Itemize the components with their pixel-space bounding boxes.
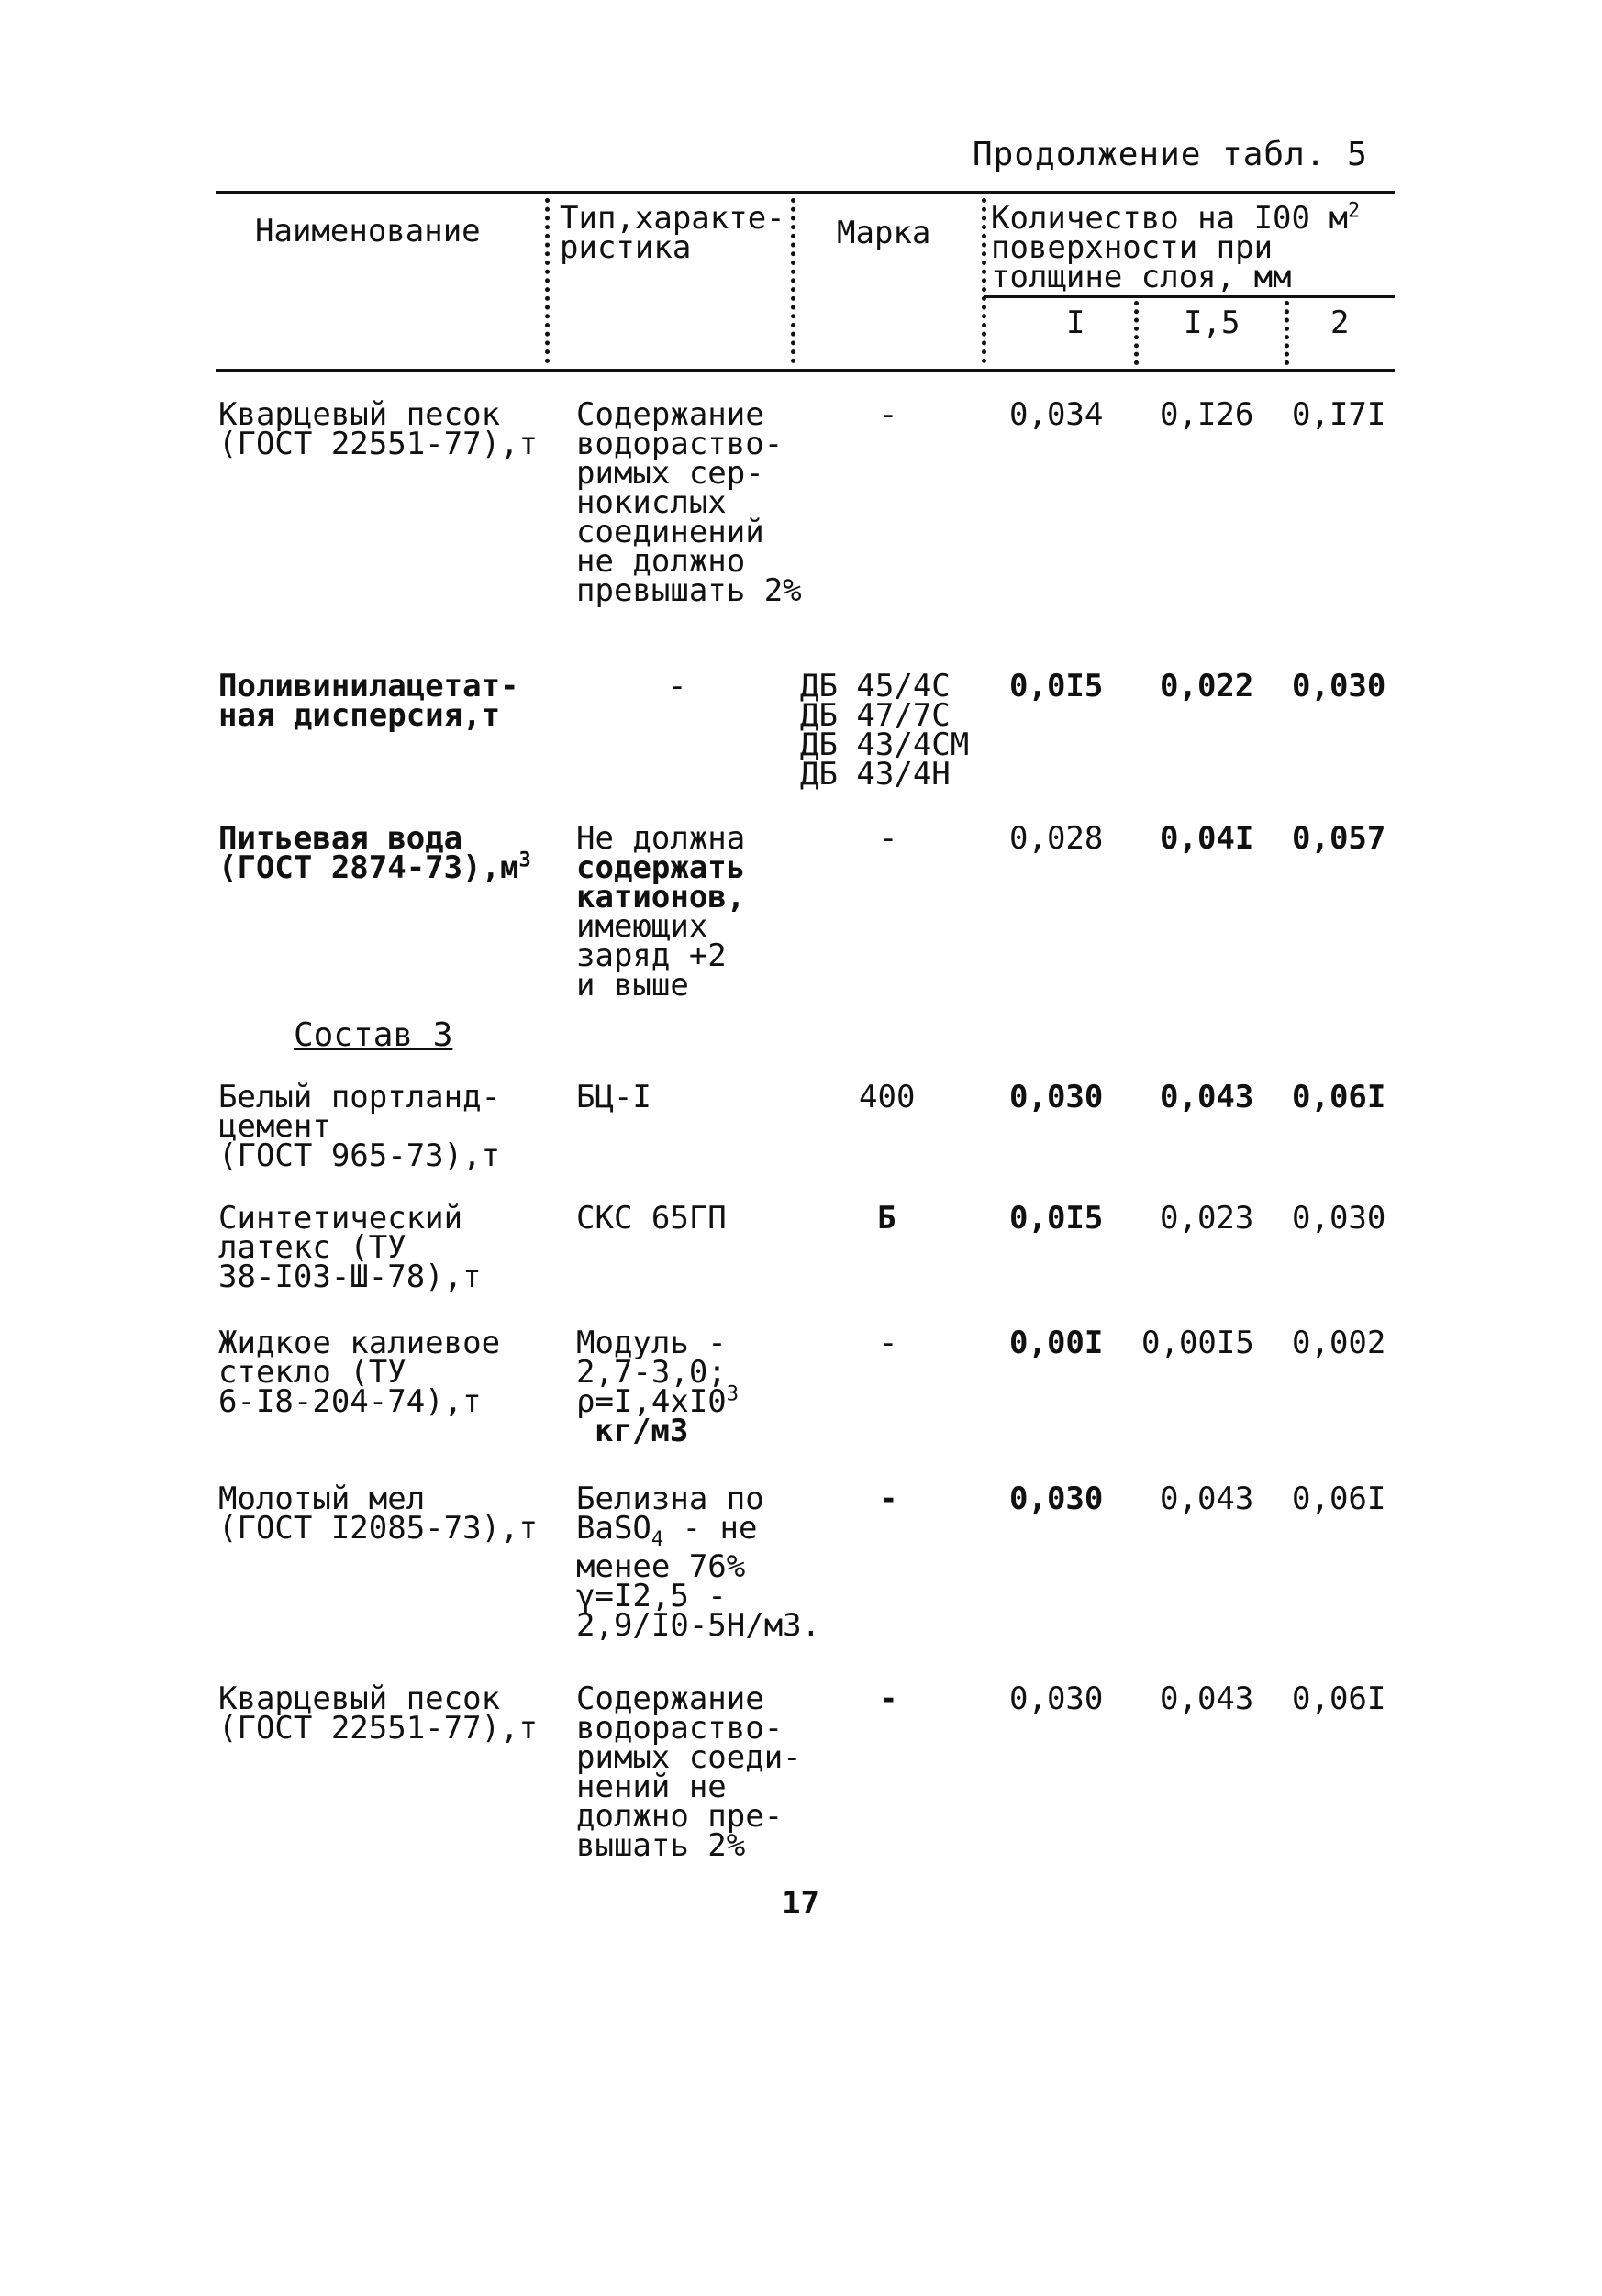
row-qty-1-5: 0,043 xyxy=(1160,1481,1254,1517)
row-name-line: (ГОСТ $2874-73),м^3$ xyxy=(218,849,531,886)
row-qty-2: 0,002 xyxy=(1292,1325,1386,1361)
row-type-line: имеющих xyxy=(576,908,708,945)
column-separator xyxy=(791,198,795,363)
row-qty-2: 0,06I xyxy=(1292,1481,1386,1517)
row-qty-1-5: 0,04I xyxy=(1160,820,1254,857)
row-qty-2: 0,030 xyxy=(1292,1200,1386,1237)
row-qty-2: 0,I7I xyxy=(1292,396,1386,433)
row-qty-1: 0,0I5 xyxy=(1009,1200,1104,1237)
row-qty-1-5: 0,043 xyxy=(1160,1680,1254,1717)
row-name-line: (ГОСТ 22551-77),т xyxy=(218,1710,538,1747)
row-qty-2: 0,030 xyxy=(1292,668,1386,704)
row-name-line: Питьевая вода xyxy=(218,820,463,857)
row-type-line: менее 76% xyxy=(576,1548,746,1585)
column-separator xyxy=(545,198,550,363)
header-type-line1: Тип,характе- xyxy=(560,200,785,237)
row-type-line: нокислых xyxy=(576,484,727,521)
row-type-line: Содержание xyxy=(576,1680,764,1717)
row-qty-1: 0,0I5 xyxy=(1009,668,1104,704)
table-caption: Продолжение табл. 5 xyxy=(973,136,1368,173)
row-type-line: γ=I2,5 - xyxy=(576,1578,727,1614)
row-name-line: (ГОСТ 22551-77),т xyxy=(218,426,538,462)
header-type-line2: ристика xyxy=(560,229,692,266)
table-header-bottom-rule xyxy=(216,369,1395,372)
table-top-rule xyxy=(216,191,1395,194)
row-mark-line: ДБ 47/7С xyxy=(800,697,951,734)
header-thickness-1-5: I,5 xyxy=(1184,305,1240,341)
row-type-line: 2,7-3,0; xyxy=(576,1354,727,1391)
row-mark: - xyxy=(879,1680,898,1717)
row-type-line: соединений xyxy=(576,514,764,550)
row-name-line: 6-I8-204-74),т xyxy=(218,1383,482,1420)
row-qty-2: 0,057 xyxy=(1292,820,1386,857)
row-name-line: Белый портланд- xyxy=(218,1079,501,1115)
row-type-line: катионов, xyxy=(576,879,746,915)
row-name-line: стекло (ТУ xyxy=(218,1354,406,1391)
row-type-line: не должно xyxy=(576,543,746,580)
row-qty-1: 0,00I xyxy=(1009,1325,1104,1361)
row-qty-1: 0,028 xyxy=(1009,820,1104,857)
row-type-line: превышать 2% xyxy=(576,572,802,609)
row-type-line: BaSO$_4$ - не xyxy=(576,1510,758,1551)
header-quantity-line1: Количество на I00 $м^2$ xyxy=(991,199,1361,237)
row-mark: - xyxy=(879,396,898,433)
row-type-line: и выше xyxy=(576,967,689,1004)
column-separator xyxy=(1285,301,1289,365)
row-name-line: Кварцевый песок xyxy=(218,1680,501,1717)
row-qty-2: 0,06I xyxy=(1292,1079,1386,1115)
row-qty-1: 0,030 xyxy=(1009,1079,1104,1115)
row-type-line: БЦ-I xyxy=(576,1079,651,1115)
row-name-line: Синтетический xyxy=(218,1200,463,1237)
section-title: Состав 3 xyxy=(294,1016,453,1054)
column-separator xyxy=(1134,301,1139,365)
row-qty-1-5: 0,023 xyxy=(1160,1200,1254,1237)
row-qty-2: 0,06I xyxy=(1292,1680,1386,1717)
row-name-line: Кварцевый песок xyxy=(218,396,501,433)
row-name-line: Молотый мел xyxy=(218,1481,426,1517)
row-type-line: должно пре- xyxy=(576,1798,784,1835)
row-type-line: водораство- xyxy=(576,426,784,462)
row-name-line: (ГОСТ 965-73),т xyxy=(218,1137,501,1174)
header-name: Наименование xyxy=(255,213,481,250)
row-qty-1-5: 0,I26 xyxy=(1160,396,1254,433)
row-type-line: Не должна xyxy=(576,820,746,857)
row-mark-line: ДБ 43/4Н xyxy=(800,756,951,793)
row-mark: 400 xyxy=(859,1079,916,1115)
row-mark: Б xyxy=(877,1200,896,1237)
row-type-line: содержать xyxy=(576,849,746,886)
row-name-line: 38-I03-Ш-78),т xyxy=(218,1259,482,1295)
row-mark: - xyxy=(879,1325,898,1361)
header-mark: Марка xyxy=(837,215,931,251)
header-quantity-line3: толщине слоя, мм xyxy=(991,259,1292,295)
row-name-line: Жидкое калиевое xyxy=(218,1325,501,1361)
row-name-line: цемент xyxy=(218,1108,331,1145)
header-quantity-line2: поверхности при xyxy=(991,229,1274,266)
row-name-line: (ГОСТ I2085-73),т xyxy=(218,1510,538,1547)
column-separator xyxy=(982,198,986,363)
row-mark: - xyxy=(879,820,898,857)
row-qty-1-5: 0,022 xyxy=(1160,668,1254,704)
row-type-line: Содержание xyxy=(576,396,764,433)
row-type-line: Белизна по xyxy=(576,1481,764,1517)
row-type-line: нений не xyxy=(576,1769,727,1805)
row-name-line: Поливинилацетат- xyxy=(218,668,519,704)
header-thickness-2: 2 xyxy=(1330,305,1350,341)
header-thickness-1: I xyxy=(1066,305,1085,341)
row-name-line: ная дисперсия,т xyxy=(218,697,501,734)
row-type-line: римых сер- xyxy=(576,455,764,492)
row-mark-line: ДБ 45/4С xyxy=(800,668,951,704)
row-type-line: $\rho=I,4xI0^3$ xyxy=(576,1382,740,1420)
row-mark: - xyxy=(879,1481,898,1517)
row-type-line: Модуль - xyxy=(576,1325,727,1361)
row-type-line: заряд +2 xyxy=(576,937,727,974)
row-type-line: водораство- xyxy=(576,1710,784,1747)
row-type-line: СКС 65ГП xyxy=(576,1200,727,1237)
row-type-line: вышать 2% xyxy=(576,1827,746,1864)
row-qty-1-5: 0,043 xyxy=(1160,1079,1254,1115)
row-qty-1: 0,030 xyxy=(1009,1680,1104,1717)
row-type-line: - xyxy=(668,668,687,704)
page-number: 17 xyxy=(782,1885,819,1922)
thickness-subheader-rule xyxy=(984,295,1395,298)
row-type-line: 2,9/I0-5Н/м3. xyxy=(576,1607,821,1644)
row-type-line: римых соеди- xyxy=(576,1739,802,1776)
row-qty-1-5: 0,00I5 xyxy=(1141,1325,1254,1361)
row-name-line: латекс (ТУ xyxy=(218,1229,406,1266)
row-qty-1: 0,034 xyxy=(1009,396,1104,433)
row-mark-line: ДБ 43/4СМ xyxy=(800,727,970,763)
row-qty-1: 0,030 xyxy=(1009,1481,1104,1517)
row-type-line: кг/м3 xyxy=(595,1413,689,1449)
